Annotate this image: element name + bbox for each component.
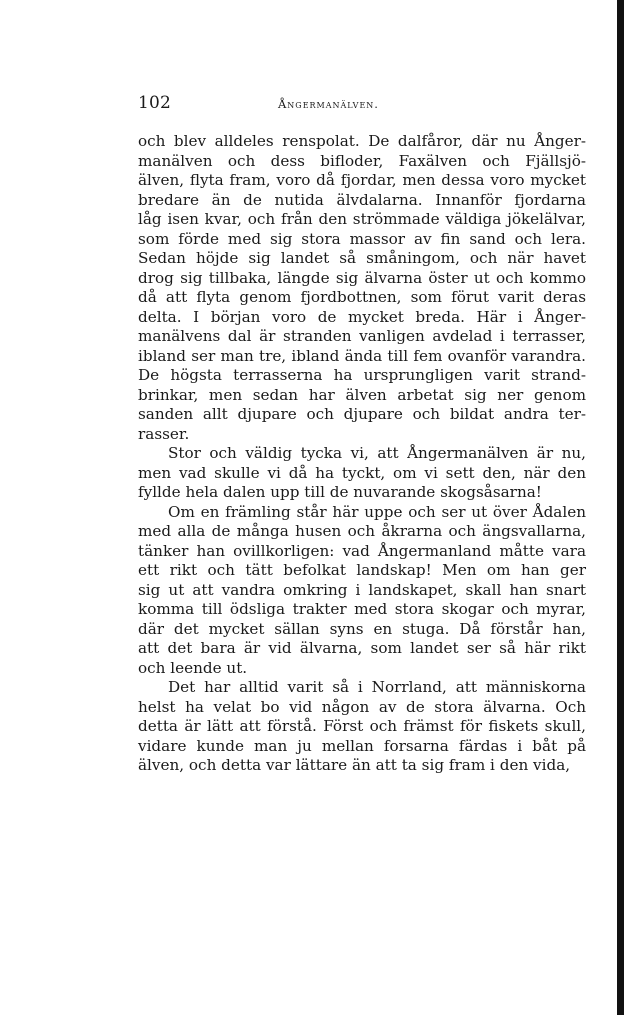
text-line: sig ut att vandra omkring i landskapet, skall han snart: [138, 580, 586, 599]
page-number: 102: [138, 93, 172, 113]
text-line: vidare kunde man ju mellan forsarna färdas i båt på: [138, 736, 586, 755]
text-line: drog sig tillbaka, längde sig älvarna öster ut och kommo: [138, 268, 586, 287]
text-line: älven, och detta var lättare än att ta sig fram i den vida,: [138, 756, 571, 774]
text-line: Om en främling står här uppe och ser ut över Ådalen: [168, 502, 586, 521]
body-text: [138, 132, 586, 776]
text-line: men vad skulle vi då ha tyckt, om vi sett den, när den: [138, 463, 586, 482]
text-line: manälven och dess bifloder, Faxälven och Fjällsjö-: [138, 151, 586, 170]
text-line: detta är lätt att förstå. Först och främst för fiskets skull,: [138, 717, 586, 735]
paragraph: [138, 132, 586, 444]
text-line: att det bara är vid älvarna, som landet ser så här rikt: [138, 639, 586, 657]
text-line: ett rikt och tätt befolkat landskap! Men om han ger: [138, 561, 586, 579]
text-line: tänker han ovillkorligen: vad Ångermanland måtte vara: [138, 541, 586, 560]
text-line: delta. I början voro de mycket breda. Här i Ånger-: [138, 307, 586, 326]
text-line: manälvens dal är stranden vanligen avdelad i terrasser,: [138, 327, 586, 345]
text-line: sanden allt djupare och djupare och bildat andra ter-: [138, 405, 586, 423]
text-line: Stor och väldig tycka vi, att Ångermanälven är nu,: [168, 444, 586, 462]
text-line: Det har alltid varit så i Norrland, att människorna: [168, 678, 586, 696]
text-line: fyllde hela dalen upp till de nuvarande skogsåsarna!: [138, 483, 542, 501]
text-line: som förde med sig stora massor av fin sand och lera.: [138, 229, 586, 248]
running-head: Ångermanälven.: [278, 97, 379, 111]
text-line: helst ha velat bo vid någon av de stora älvarna. Och: [138, 697, 586, 716]
page-header: [138, 93, 588, 117]
text-line: ibland ser man tre, ibland ända till fem ovanför varandra.: [138, 346, 586, 365]
text-line: då att flyta genom fjordbottnen, som förut varit deras: [138, 288, 586, 306]
text-line: älven, flyta fram, voro då fjordar, men dessa voro mycket: [138, 171, 586, 189]
text-line: där det mycket sällan syns en stuga. Då förstår han,: [138, 619, 586, 638]
paragraph: [138, 678, 586, 776]
paragraph: [138, 444, 586, 503]
text-line: komma till ödsliga trakter med stora skogar och myrar,: [138, 600, 586, 618]
text-line: brinkar, men sedan har älven arbetat sig ner genom: [138, 385, 586, 404]
text-line: Sedan höjde sig landet så småningom, och när havet: [138, 249, 586, 267]
text-line: rasser.: [138, 424, 190, 443]
paragraph: [138, 503, 586, 679]
scan-edge: [617, 0, 624, 1015]
text-line: De högsta terrasserna ha ursprungligen varit strand-: [138, 366, 586, 384]
text-line: låg isen kvar, och från den strömmade väldiga jökelälvar,: [138, 210, 586, 228]
text-line: och leende ut.: [138, 658, 248, 677]
text-line: med alla de många husen och åkrarna och ängsvallarna,: [138, 522, 586, 540]
text-line: och blev alldeles renspolat. De dalfåror, där nu Ånger-: [138, 132, 586, 150]
text-line: bredare än de nutida älvdalarna. Innanför fjordarna: [138, 190, 586, 209]
